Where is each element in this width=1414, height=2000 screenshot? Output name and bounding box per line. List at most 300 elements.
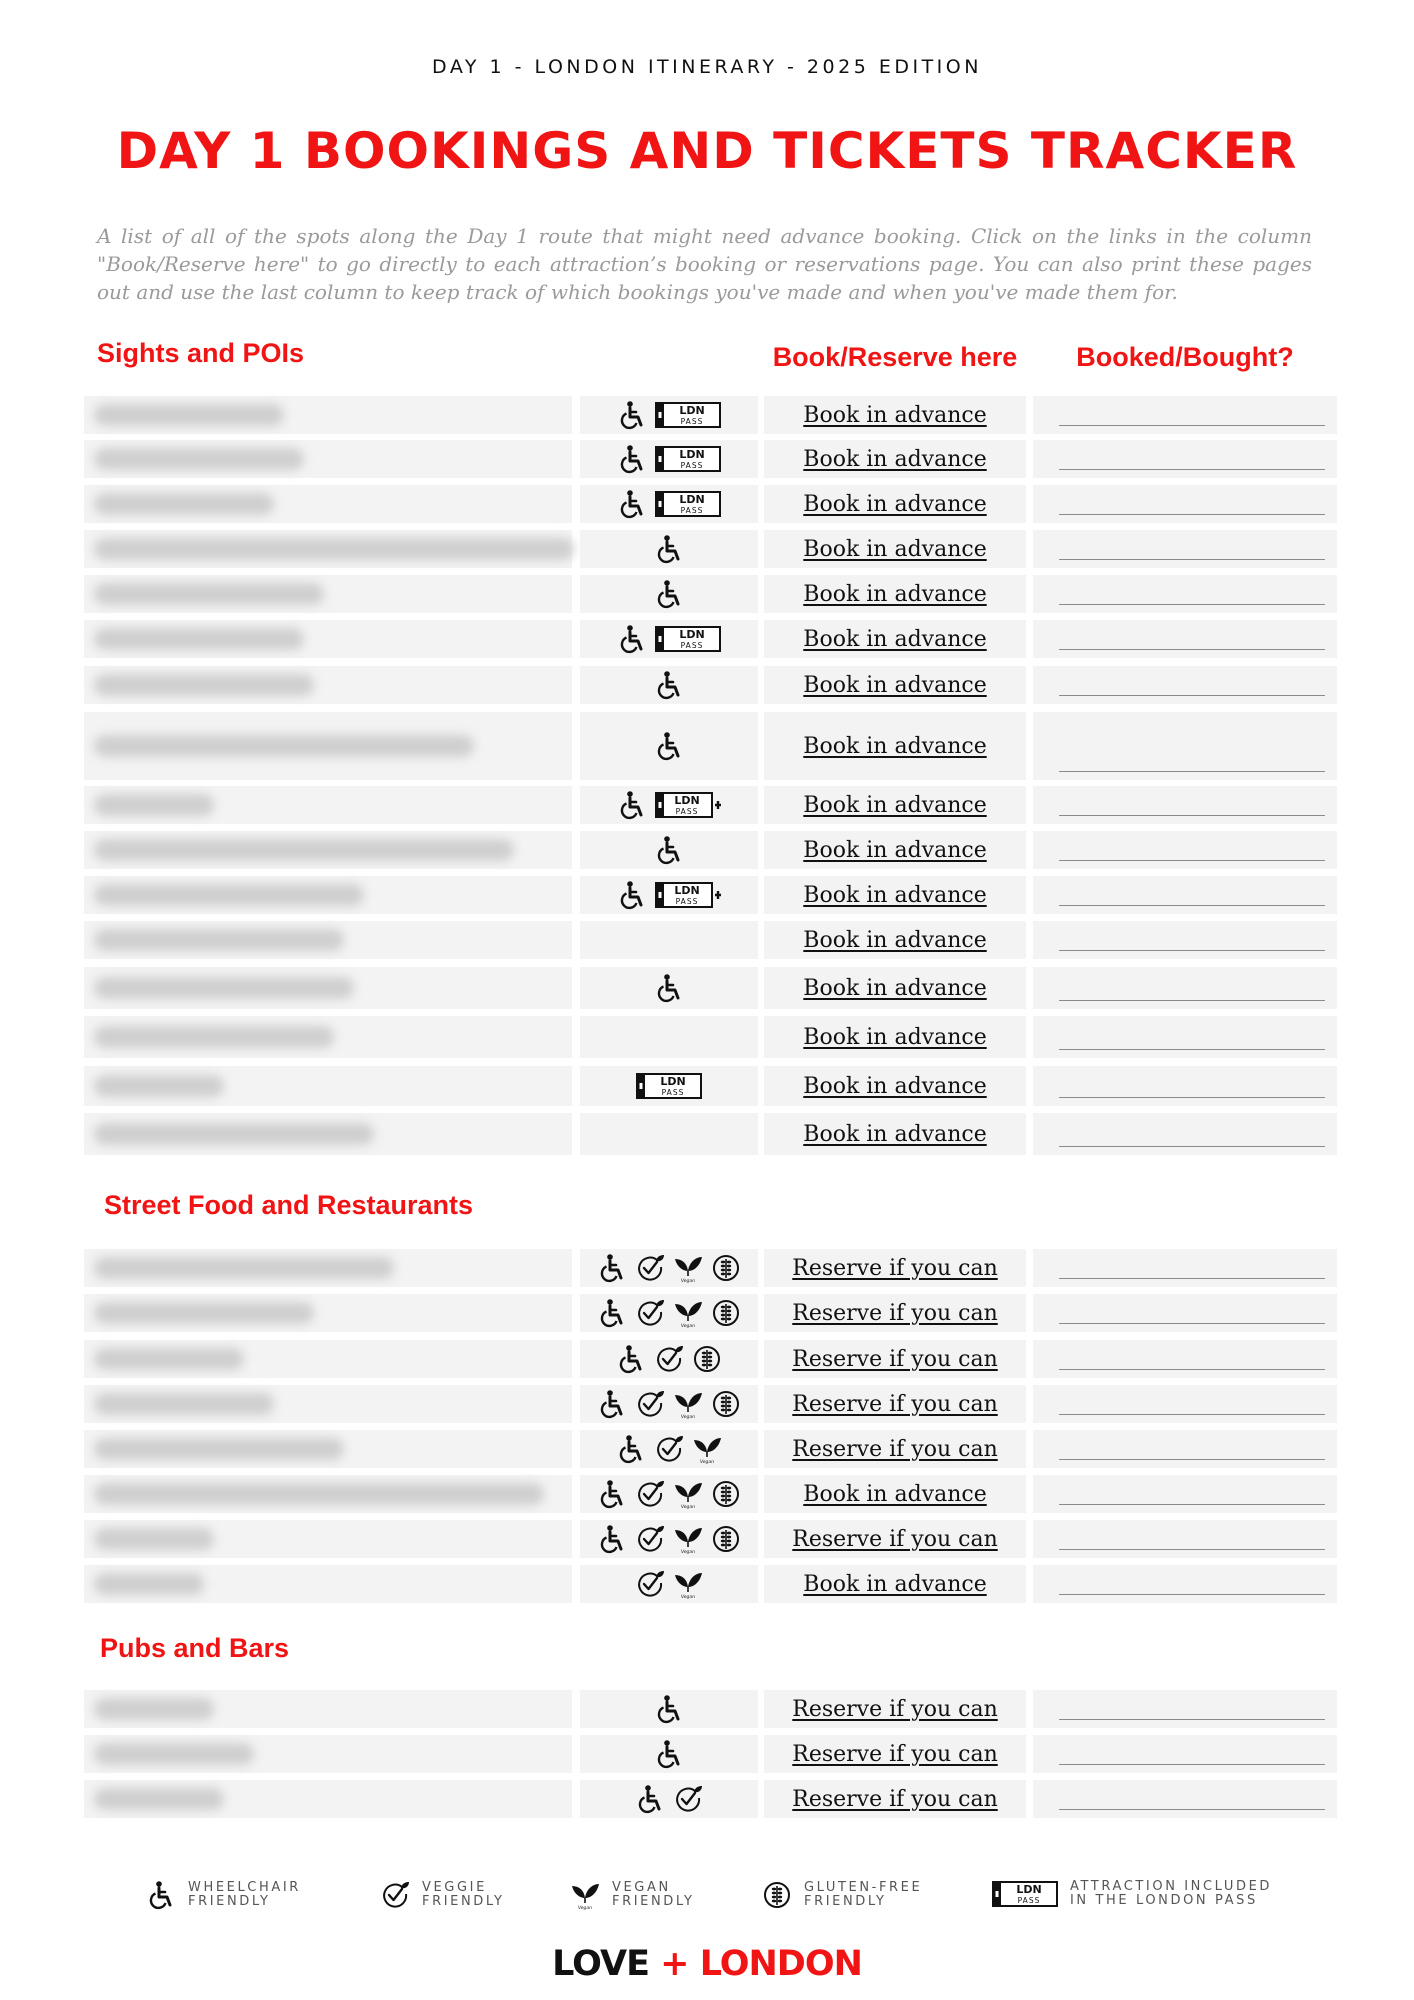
icons-cell <box>580 831 758 869</box>
svg-text:LDN: LDN <box>679 628 705 641</box>
booking-link[interactable]: Book in advance <box>803 491 987 517</box>
name-cell <box>84 967 572 1009</box>
write-in-line <box>1059 1719 1325 1720</box>
wheelchair-icon <box>616 1434 646 1464</box>
wheelchair-icon <box>616 1344 646 1374</box>
redacted-name <box>94 1123 374 1145</box>
booked-field[interactable] <box>1033 1113 1337 1155</box>
booking-link[interactable]: Book in advance <box>803 626 987 652</box>
booking-link[interactable]: Book in advance <box>803 402 987 428</box>
table-row <box>0 396 1414 434</box>
booked-field[interactable] <box>1033 620 1337 658</box>
write-in-line <box>1059 604 1325 605</box>
ldn-pass-icon <box>636 1073 702 1099</box>
write-in-line <box>1059 514 1325 515</box>
link-cell <box>764 485 1026 523</box>
vegan-icon <box>692 1434 722 1464</box>
svg-text:PASS: PASS <box>680 641 704 650</box>
booked-field[interactable] <box>1033 712 1337 780</box>
vegan-icon <box>673 1524 703 1554</box>
write-in-line <box>1059 1369 1325 1370</box>
write-in-line <box>1059 1049 1325 1050</box>
name-cell <box>84 620 572 658</box>
booked-field[interactable] <box>1033 575 1337 613</box>
icons-cell <box>580 876 758 914</box>
svg-text:LDN: LDN <box>674 884 700 897</box>
booking-link[interactable]: Book in advance <box>803 446 987 472</box>
write-in-line <box>1059 469 1325 470</box>
table-row <box>0 967 1414 1009</box>
booking-link[interactable]: Reserve if you can <box>792 1741 998 1767</box>
vegan-icon <box>673 1298 703 1328</box>
table-row <box>0 530 1414 568</box>
name-cell <box>84 1565 572 1603</box>
svg-text:PASS: PASS <box>661 1088 685 1097</box>
icons-cell <box>580 1475 758 1513</box>
table-row <box>0 575 1414 613</box>
name-cell <box>84 1249 572 1287</box>
icons-cell <box>580 1520 758 1558</box>
write-in-line <box>1059 1146 1325 1147</box>
redacted-name <box>94 448 304 470</box>
svg-text:Vegan: Vegan <box>699 1460 715 1464</box>
booking-link[interactable]: Reserve if you can <box>792 1300 998 1326</box>
ldn-pass-plus-icon <box>655 882 721 908</box>
gluten-free-icon <box>711 1524 741 1554</box>
booking-link[interactable]: Book in advance <box>803 1571 987 1597</box>
booked-field[interactable] <box>1033 396 1337 434</box>
table-row <box>0 1520 1414 1558</box>
icons-cell <box>580 1780 758 1818</box>
booked-field[interactable] <box>1033 485 1337 523</box>
booked-field[interactable] <box>1033 1565 1337 1603</box>
booking-link[interactable]: Reserve if you can <box>792 1696 998 1722</box>
redacted-name <box>94 1438 344 1460</box>
table-row <box>0 620 1414 658</box>
svg-text:PASS: PASS <box>1017 1896 1041 1905</box>
svg-text:PASS: PASS <box>680 506 704 515</box>
redacted-name <box>94 583 324 605</box>
name-cell <box>84 1294 572 1332</box>
veggie-icon <box>635 1298 665 1328</box>
redacted-name <box>94 1075 224 1097</box>
link-cell <box>764 1735 1026 1773</box>
name-cell <box>84 786 572 824</box>
name-cell <box>84 1113 572 1155</box>
link-cell <box>764 1520 1026 1558</box>
link-cell <box>764 786 1026 824</box>
wheelchair-icon <box>597 1524 627 1554</box>
brand-logo: LOVE + LONDON <box>552 1944 862 1984</box>
icons-cell <box>580 1016 758 1058</box>
wheelchair-icon <box>597 1253 627 1283</box>
write-in-line <box>1059 905 1325 906</box>
booking-link[interactable]: Book in advance <box>803 975 987 1001</box>
legend-label: GLUTEN-FREE FRIENDLY <box>804 1880 923 1909</box>
gluten-free-icon <box>711 1253 741 1283</box>
svg-text:LDN: LDN <box>679 448 705 461</box>
link-cell <box>764 396 1026 434</box>
name-cell <box>84 921 572 959</box>
svg-text:Vegan: Vegan <box>577 1906 593 1910</box>
name-cell <box>84 1066 572 1106</box>
link-cell <box>764 712 1026 780</box>
write-in-line <box>1059 1549 1325 1550</box>
page-kicker: DAY 1 - LONDON ITINERARY - 2025 EDITION <box>432 56 982 78</box>
redacted-name <box>94 1348 244 1370</box>
wheelchair-icon <box>597 1298 627 1328</box>
booked-field[interactable] <box>1033 1735 1337 1773</box>
booked-field[interactable] <box>1033 1780 1337 1818</box>
name-cell <box>84 876 572 914</box>
table-row <box>0 666 1414 704</box>
booked-field[interactable] <box>1033 1016 1337 1058</box>
write-in-line <box>1059 1000 1325 1001</box>
write-in-line <box>1059 771 1325 772</box>
booked-field[interactable] <box>1033 921 1337 959</box>
booking-link[interactable]: Book in advance <box>803 581 987 607</box>
write-in-line <box>1059 1323 1325 1324</box>
table-row <box>0 1690 1414 1728</box>
icons-cell <box>580 575 758 613</box>
write-in-line <box>1059 815 1325 816</box>
booked-field[interactable] <box>1033 1690 1337 1728</box>
veggie-icon <box>635 1569 665 1599</box>
table-row <box>0 440 1414 478</box>
booking-link[interactable]: Book in advance <box>803 1481 987 1507</box>
link-cell <box>764 1385 1026 1423</box>
name-cell <box>84 1016 572 1058</box>
legend-label: VEGGIE FRIENDLY <box>422 1880 505 1909</box>
vegan-icon <box>673 1479 703 1509</box>
table-row <box>0 485 1414 523</box>
booked-field[interactable] <box>1033 1066 1337 1106</box>
write-in-line <box>1059 649 1325 650</box>
svg-text:Vegan: Vegan <box>680 1279 696 1283</box>
icon-legend <box>0 1880 1414 1920</box>
icons-cell <box>580 712 758 780</box>
redacted-name <box>94 1026 334 1048</box>
icons-cell <box>580 396 758 434</box>
svg-text:LDN: LDN <box>679 493 705 506</box>
booking-link[interactable]: Book in advance <box>803 733 987 759</box>
link-cell <box>764 1249 1026 1287</box>
legend-item-wheelchair <box>146 1880 301 1910</box>
veggie-icon <box>635 1253 665 1283</box>
table-row <box>0 1385 1414 1423</box>
booked-field[interactable] <box>1033 530 1337 568</box>
redacted-name <box>94 1743 254 1765</box>
legend-item-veggie <box>380 1880 505 1910</box>
name-cell <box>84 440 572 478</box>
wheelchair-icon <box>654 973 684 1003</box>
link-cell <box>764 1294 1026 1332</box>
redacted-name <box>94 493 274 515</box>
wheelchair-icon <box>654 1694 684 1724</box>
wheelchair-icon <box>617 489 647 519</box>
icons-cell <box>580 1690 758 1728</box>
svg-text:LDN: LDN <box>660 1075 686 1088</box>
wheelchair-icon <box>654 579 684 609</box>
icons-cell <box>580 1113 758 1155</box>
ldn-pass-icon <box>655 446 721 472</box>
table-row <box>0 1475 1414 1513</box>
name-cell <box>84 1520 572 1558</box>
table-row <box>0 1780 1414 1818</box>
svg-text:PASS: PASS <box>680 417 704 426</box>
gluten-free-icon <box>711 1389 741 1419</box>
table-row <box>0 1016 1414 1058</box>
legend-label: ATTRACTION INCLUDED IN THE LONDON PASS <box>1070 1879 1273 1908</box>
table-row <box>0 1113 1414 1155</box>
name-cell <box>84 485 572 523</box>
link-cell <box>764 967 1026 1009</box>
write-in-line <box>1059 1459 1325 1460</box>
name-cell <box>84 1430 572 1468</box>
write-in-line <box>1059 1504 1325 1505</box>
redacted-name <box>94 404 284 426</box>
link-cell <box>764 620 1026 658</box>
redacted-name <box>94 1257 394 1279</box>
vegan-icon <box>673 1389 703 1419</box>
redacted-name <box>94 1302 314 1324</box>
booked-field[interactable] <box>1033 1430 1337 1468</box>
icons-cell <box>580 1340 758 1378</box>
link-cell <box>764 1066 1026 1106</box>
write-in-line <box>1059 695 1325 696</box>
link-cell <box>764 1475 1026 1513</box>
svg-text:Vegan: Vegan <box>680 1595 696 1599</box>
svg-text:PASS: PASS <box>675 897 699 906</box>
name-cell <box>84 575 572 613</box>
wheelchair-icon <box>654 731 684 761</box>
table-row <box>0 1066 1414 1106</box>
link-cell <box>764 921 1026 959</box>
link-cell <box>764 575 1026 613</box>
legend-label: VEGAN FRIENDLY <box>612 1880 695 1909</box>
link-cell <box>764 530 1026 568</box>
vegan-icon <box>673 1253 703 1283</box>
column-header-book: Book/Reserve here <box>772 342 1018 372</box>
redacted-name <box>94 977 354 999</box>
booked-field[interactable] <box>1033 1294 1337 1332</box>
booked-field[interactable] <box>1033 786 1337 824</box>
booking-link[interactable]: Reserve if you can <box>792 1255 998 1281</box>
redacted-name <box>94 1698 214 1720</box>
table-row <box>0 1249 1414 1287</box>
wheelchair-icon <box>597 1479 627 1509</box>
name-cell <box>84 396 572 434</box>
redacted-name <box>94 839 514 861</box>
booked-field[interactable] <box>1033 1475 1337 1513</box>
name-cell <box>84 530 572 568</box>
booked-field[interactable] <box>1033 666 1337 704</box>
intro-paragraph: A list of all of the spots along the Day 1 route that might need advance booking. Click on the links in the column "Book/Reserve here" to go directly to each attraction’s booking or reservations page. You can also print these pages out and use the last column to keep track of which bookings you've made and when you've made them for. <box>97 224 1312 304</box>
wheelchair-icon <box>146 1880 176 1910</box>
veggie-icon <box>654 1344 684 1374</box>
redacted-name <box>94 1483 544 1505</box>
name-cell <box>84 831 572 869</box>
veggie-icon <box>380 1880 410 1910</box>
table-row <box>0 712 1414 780</box>
gluten-free-icon <box>762 1880 792 1910</box>
icons-cell <box>580 921 758 959</box>
booked-field[interactable] <box>1033 831 1337 869</box>
veggie-icon <box>673 1784 703 1814</box>
write-in-line <box>1059 950 1325 951</box>
wheelchair-icon <box>654 1739 684 1769</box>
svg-text:Vegan: Vegan <box>680 1550 696 1554</box>
legend-item-ldn-pass <box>992 1880 1272 1908</box>
wheelchair-icon <box>617 790 647 820</box>
name-cell <box>84 1780 572 1818</box>
icons-cell <box>580 786 758 824</box>
redacted-name <box>94 929 344 951</box>
table-row <box>0 921 1414 959</box>
gluten-free-icon <box>692 1344 722 1374</box>
booking-link[interactable]: Reserve if you can <box>792 1346 998 1372</box>
gluten-free-icon <box>711 1479 741 1509</box>
booking-link[interactable]: Book in advance <box>803 536 987 562</box>
wheelchair-icon <box>617 880 647 910</box>
icons-cell <box>580 485 758 523</box>
booking-link[interactable]: Book in advance <box>803 672 987 698</box>
wheelchair-icon <box>654 835 684 865</box>
name-cell <box>84 712 572 780</box>
icons-cell <box>580 530 758 568</box>
section-title-food: Street Food and Restaurants <box>104 1190 474 1220</box>
link-cell <box>764 831 1026 869</box>
section-title-sights: Sights and POIs <box>97 338 305 368</box>
icons-cell <box>580 1385 758 1423</box>
booking-link[interactable]: Book in advance <box>803 1073 987 1099</box>
svg-text:LDN: LDN <box>674 794 700 807</box>
wheelchair-icon <box>617 400 647 430</box>
redacted-name <box>94 628 304 650</box>
booking-link[interactable]: Book in advance <box>803 882 987 908</box>
wheelchair-icon <box>597 1389 627 1419</box>
legend-label: WHEELCHAIR FRIENDLY <box>188 1880 301 1909</box>
redacted-name <box>94 794 214 816</box>
svg-text:PASS: PASS <box>675 807 699 816</box>
booked-field[interactable] <box>1033 967 1337 1009</box>
link-cell <box>764 1565 1026 1603</box>
ldn-pass-icon <box>655 402 721 428</box>
wheelchair-icon <box>654 534 684 564</box>
icons-cell <box>580 967 758 1009</box>
veggie-icon <box>635 1524 665 1554</box>
write-in-line <box>1059 1278 1325 1279</box>
write-in-line <box>1059 559 1325 560</box>
table-row <box>0 786 1414 824</box>
wheelchair-icon <box>654 670 684 700</box>
name-cell <box>84 1690 572 1728</box>
icons-cell <box>580 1249 758 1287</box>
link-cell <box>764 1113 1026 1155</box>
name-cell <box>84 1735 572 1773</box>
table-row <box>0 831 1414 869</box>
redacted-name <box>94 674 314 696</box>
redacted-name <box>94 1393 274 1415</box>
booking-link[interactable]: Book in advance <box>803 1121 987 1147</box>
booking-link[interactable]: Book in advance <box>803 792 987 818</box>
name-cell <box>84 666 572 704</box>
link-cell <box>764 876 1026 914</box>
booking-link[interactable]: Reserve if you can <box>792 1436 998 1462</box>
ldn-pass-icon <box>655 491 721 517</box>
redacted-name <box>94 538 574 560</box>
vegan-icon <box>673 1569 703 1599</box>
booking-link[interactable]: Reserve if you can <box>792 1526 998 1552</box>
legend-item-vegan <box>570 1880 695 1910</box>
veggie-icon <box>654 1434 684 1464</box>
write-in-line <box>1059 1594 1325 1595</box>
booked-field[interactable] <box>1033 1340 1337 1378</box>
svg-text:LDN: LDN <box>679 404 705 417</box>
link-cell <box>764 1340 1026 1378</box>
icons-cell <box>580 620 758 658</box>
column-header-booked: Booked/Bought? <box>1076 342 1294 372</box>
veggie-icon <box>635 1389 665 1419</box>
redacted-name <box>94 735 474 757</box>
name-cell <box>84 1340 572 1378</box>
booking-link[interactable]: Book in advance <box>803 837 987 863</box>
write-in-line <box>1059 1097 1325 1098</box>
write-in-line <box>1059 425 1325 426</box>
booked-field[interactable] <box>1033 440 1337 478</box>
icons-cell <box>580 440 758 478</box>
ldn-pass-icon <box>992 1881 1058 1907</box>
booking-link[interactable]: Book in advance <box>803 927 987 953</box>
link-cell <box>764 440 1026 478</box>
write-in-line <box>1059 860 1325 861</box>
write-in-line <box>1059 1809 1325 1810</box>
vegan-icon <box>570 1880 600 1910</box>
icons-cell <box>580 1294 758 1332</box>
booked-field[interactable] <box>1033 1249 1337 1287</box>
wheelchair-icon <box>635 1784 665 1814</box>
booking-link[interactable]: Reserve if you can <box>792 1786 998 1812</box>
redacted-name <box>94 884 364 906</box>
icons-cell <box>580 1565 758 1603</box>
link-cell <box>764 1016 1026 1058</box>
table-row <box>0 1735 1414 1773</box>
table-row <box>0 1565 1414 1603</box>
write-in-line <box>1059 1764 1325 1765</box>
svg-text:LDN: LDN <box>1016 1883 1042 1896</box>
wheelchair-icon <box>617 624 647 654</box>
table-row <box>0 1430 1414 1468</box>
booked-field[interactable] <box>1033 1385 1337 1423</box>
booking-link[interactable]: Reserve if you can <box>792 1391 998 1417</box>
name-cell <box>84 1475 572 1513</box>
booked-field[interactable] <box>1033 1520 1337 1558</box>
table-row <box>0 1294 1414 1332</box>
booked-field[interactable] <box>1033 876 1337 914</box>
ldn-pass-icon <box>655 626 721 652</box>
page-title: DAY 1 BOOKINGS AND TICKETS TRACKER <box>116 122 1298 180</box>
name-cell <box>84 1385 572 1423</box>
svg-text:Vegan: Vegan <box>680 1415 696 1419</box>
redacted-name <box>94 1528 214 1550</box>
icons-cell <box>580 666 758 704</box>
veggie-icon <box>635 1479 665 1509</box>
write-in-line <box>1059 1414 1325 1415</box>
booking-link[interactable]: Book in advance <box>803 1024 987 1050</box>
redacted-name <box>94 1573 204 1595</box>
redacted-name <box>94 1788 224 1810</box>
table-row <box>0 876 1414 914</box>
